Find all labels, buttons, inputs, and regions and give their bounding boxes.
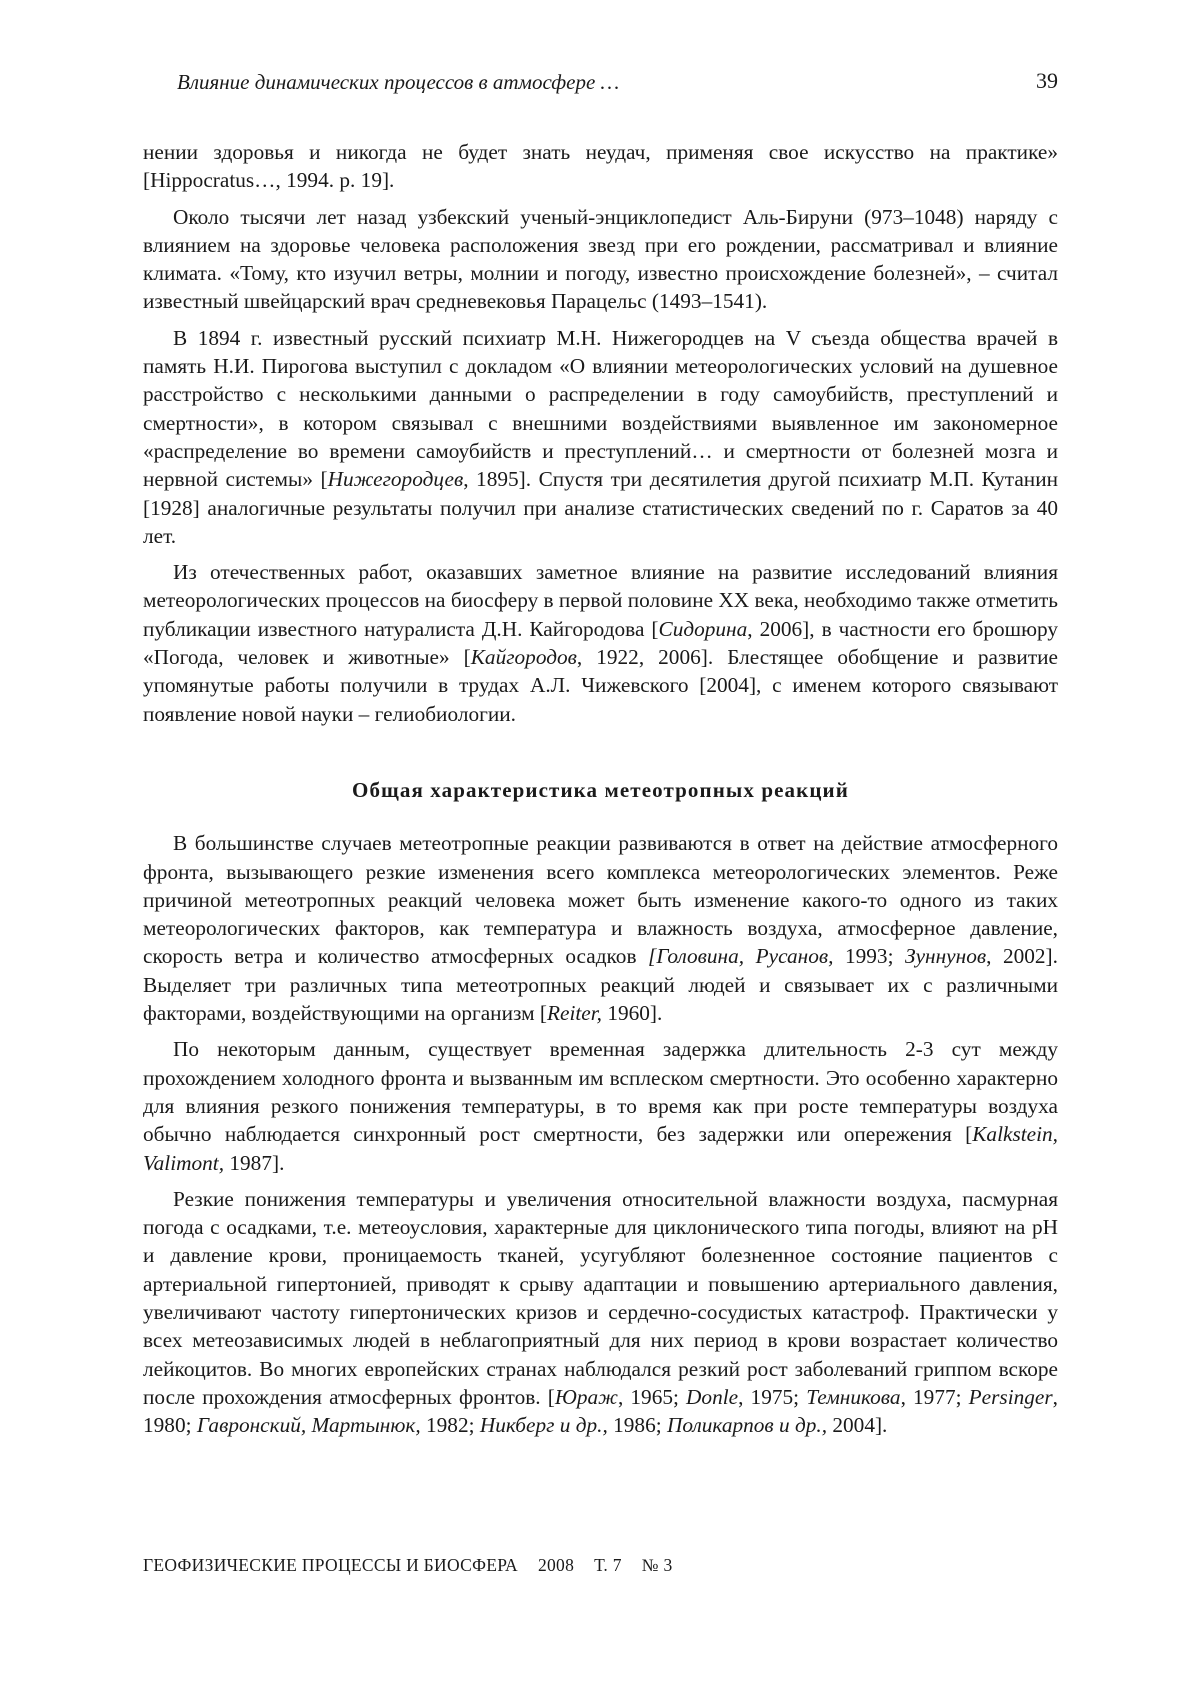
journal-footer xyxy=(143,1555,693,1576)
citation-author: Никберг и др., xyxy=(479,1413,608,1438)
journal-year: 2008 xyxy=(537,1555,575,1575)
citation-author: Гавронский, Мартынюк, xyxy=(196,1413,421,1438)
text-run: , 1980; xyxy=(143,1384,1058,1438)
citation-author: Поликарпов и др., xyxy=(666,1413,828,1438)
text-run: , 1977; xyxy=(900,1384,969,1409)
text-run: , 1922, 2006]. Блестящее обобщение и развитие упомянутые работы получили в трудах А.Л. Чижевского [2004], с именем которого связывают появление новой науки – гелиобиологии. xyxy=(143,645,1058,726)
text-run: 2004]. xyxy=(827,1413,888,1438)
citation-author: Темникова xyxy=(806,1384,901,1409)
paragraph-mortality-delay xyxy=(143,1035,1058,1176)
journal-name: ГЕОФИЗИЧЕСКИЕ ПРОЦЕССЫ И БИОСФЕРА xyxy=(143,1555,518,1575)
text-run: Около тысячи лет назад узбекский ученый-энциклопедист Аль-Бируни (973–1048) наряду с влиянием на здоровье человека расположения звезд при его рождении, рассматривал и влияние климата. «Тому, кто изучил ветры, молнии и погоду, известно происхождение болезней», – считал известный швейцарский врач средневековья Парацельс (1493–1541). xyxy=(143,204,1058,314)
article-body xyxy=(143,138,1058,1447)
text-run: 1986; xyxy=(607,1413,667,1438)
page-number: 39 xyxy=(1036,68,1058,93)
text-run: 1993; xyxy=(833,944,906,969)
text-run: , 1965; xyxy=(617,1384,687,1409)
citation-author: Юраж xyxy=(554,1384,618,1409)
text-run: , 2006], в частности его брошюру «Погода, человек и животные» [ xyxy=(143,616,1058,670)
journal-page xyxy=(143,0,1058,1697)
text-run: В 1894 г. известный русский психиатр М.Н. Нижегородцев на V съезда общества врачей в память Н.И. Пирогова выступил с докладом «О влиянии метеорологических условий на душевное расстройство с несколькими данными о распределении в году самоубийств, преступлений и смертности», в котором связывал с внешними воздействиями выявленное им закономерное «распределение во времени самоубийств и преступлений… и смертности от болезней мозга и нервной системы» [ xyxy=(143,325,1058,492)
paragraph-meteotropic-reactions xyxy=(143,829,1058,1027)
citation-author: [Головина, Русанов, xyxy=(648,944,834,969)
citation-author: Зуннунов xyxy=(905,944,987,969)
text-run: По некоторым данным, существует временная задержка длительность 2-3 сут между прохождением холодного фронта и вызванным им всплеском смертности. Это особенно характерно для влияния резкого понижения температуры, в то время как при росте температуры воздуха обычно наблюдается синхронный рост смертности, без задержки или опережения [ xyxy=(143,1037,1058,1147)
paragraph-nizhegorodtsev xyxy=(143,324,1058,550)
text-run: 1987]. xyxy=(224,1150,285,1175)
text-run: , 2002]. Выделяет три различных типа метеотропных реакций людей и связывает их с различными факторами, воздействующими на организм [ xyxy=(143,944,1058,1026)
citation-author: Кайгородов xyxy=(470,645,577,670)
paragraph-cyclonic-weather xyxy=(143,1185,1058,1440)
text-run: 1982; xyxy=(420,1413,480,1438)
citation-author: Donle xyxy=(686,1384,739,1409)
citation-author: Сидорина xyxy=(658,616,748,641)
paragraph-continued xyxy=(143,138,1058,195)
text-run: , 1895]. Спустя три десятилетия другой психиатр М.П. Кутанин [1928] аналогичные результаты получил при анализе статистических сведений по г. Саратов за 40 лет. xyxy=(143,467,1059,548)
journal-volume: Т. 7 xyxy=(594,1555,622,1575)
citation-author: Kalkstein, Valimont, xyxy=(143,1122,1058,1175)
journal-issue: № 3 xyxy=(641,1555,673,1575)
paragraph-biruni xyxy=(143,203,1058,316)
text-run: Резкие понижения температуры и увеличения относительной влажности воздуха, пасмурная погода с осадками, т.е. метеоусловия, характерные для циклонического типа погоды, влияют на рН и давление крови, проницаемость тканей, усугубляют болезненное состояние пациентов с артериальной гипертонией, приводят к срыву адаптации и повышению артериального давления, увеличивают частоту гипертонических кризов и сердечно-сосудистых катастроф. Практически у всех метеозависимых людей в неблагоприятный для них период в крови возрастает количество лейкоцитов. Во многих европейских странах наблюдался резкий рост заболеваний гриппом вскоре после прохождения атмосферных фронтов. [ xyxy=(143,1186,1058,1409)
section-heading: Общая характеристика метеотропных реакций xyxy=(352,777,849,802)
running-header xyxy=(143,70,1058,104)
citation-author: Persinger xyxy=(968,1384,1053,1409)
text-run: В большинстве случаев метеотропные реакции развиваются в ответ на действие атмосферного фронта, вызывающего резкие изменения всего комплекса метеорологических элементов. Реже причиной метеотропных реакций человека может быть изменение какого-то одного из таких метеорологических факторов, как температура и влажность воздуха, атмосферное давление, скорость ветра и количество атмосферных осадков xyxy=(143,831,1058,969)
citation-author: Reiter, xyxy=(547,1001,602,1026)
citation-author: Нижегородцев xyxy=(327,467,464,492)
text-run: 1960]. xyxy=(602,1001,663,1026)
paragraph-kaigorodov xyxy=(143,558,1058,728)
text-run: нении здоровья и никогда не будет знать неудач, применяя свое искусство на практике» [Hippocratus…, 1994. p. 19]. xyxy=(143,140,1058,193)
text-run: , 1975; xyxy=(738,1384,807,1409)
text-run: Из отечественных работ, оказавших заметное влияние на развитие исследований влияния метеорологических процессов на биосферу в первой половине XX века, необходимо также отметить публикации известного натуралиста Д.Н. Кайгородова [ xyxy=(143,560,1058,641)
running-title: Влияние динамических процессов в атмосфере … xyxy=(177,70,620,94)
